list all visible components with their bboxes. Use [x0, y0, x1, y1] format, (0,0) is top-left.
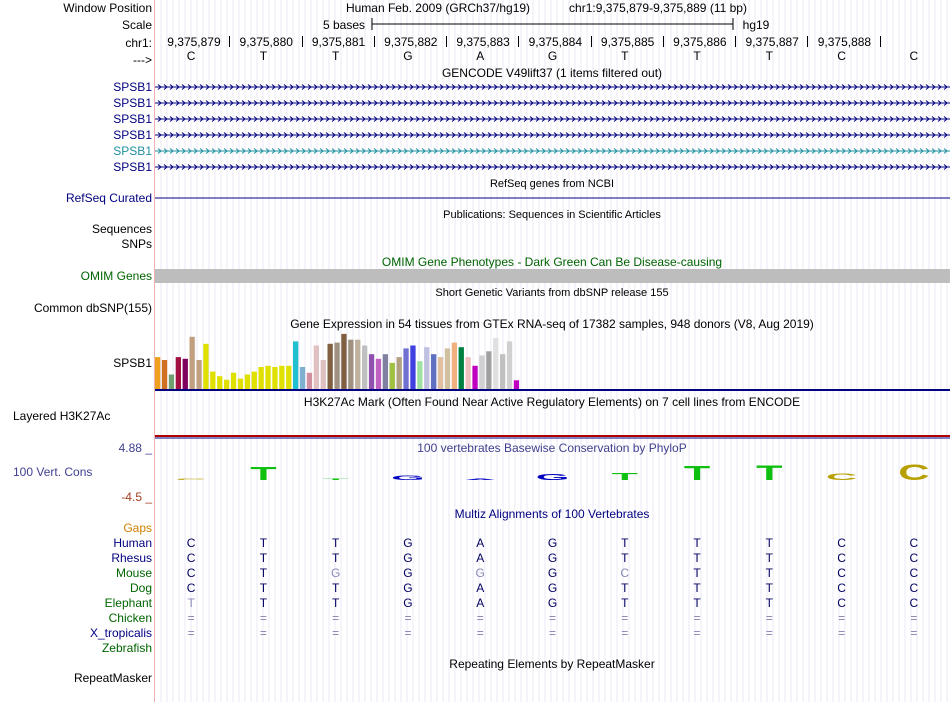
reference-base: T [259, 49, 268, 63]
gencode-track-title: GENCODE V49lift37 (1 items filtered out) [441, 66, 663, 80]
h3k27ac-track-title: H3K27Ac Mark (Often Found Near Active Regulatory Elements) on 7 cell lines from ENCODE [303, 395, 801, 409]
alignment-base: A [476, 551, 485, 565]
alignment-base: G [403, 596, 413, 610]
gtex-tissue-bar [452, 343, 457, 389]
alignment-base: G [547, 566, 558, 580]
alignment-base: T [332, 536, 340, 550]
coordinate-tick-label: 9,375,888 [817, 35, 872, 49]
gtex-tissue-bar [252, 372, 257, 389]
coordinate-tick-label: 9,375,882 [384, 35, 438, 49]
gtex-tissue-bar [397, 357, 402, 389]
window-position-label: Window Position [63, 1, 152, 15]
alignment-base: T [621, 536, 629, 550]
alignment-base: T [332, 581, 340, 595]
dbsnp-track-title: Short Genetic Variants from dbSNP release 155 [435, 287, 669, 299]
species-label-rhesus[interactable]: Rhesus [111, 551, 152, 565]
alignment-base: T [693, 551, 701, 565]
scale-label: Scale [121, 18, 152, 32]
reference-base: T [693, 49, 701, 63]
alignment-base: = [765, 626, 773, 640]
gtex-tissue-bar [431, 354, 436, 389]
gencode-transcript [155, 165, 950, 170]
repeatmasker-track-title: Repeating Elements by RepeatMasker [449, 657, 655, 671]
species-label-zebrafish[interactable]: Zebrafish [101, 641, 152, 655]
gtex-tissue-bar [217, 376, 222, 389]
gtex-tissue-bar [438, 357, 443, 389]
alignment-base: T [621, 551, 629, 565]
gtex-tissue-bar [190, 337, 195, 389]
gtex-tissue-bar [479, 355, 484, 389]
reference-base: G [547, 49, 558, 63]
gtex-tissue-bar [507, 341, 512, 389]
alignment-base: = [910, 626, 918, 640]
gencode-item-label[interactable]: SPSB1 [113, 160, 152, 174]
reference-base: T [765, 49, 773, 63]
gtex-tissue-bar [162, 360, 167, 389]
reference-base: T [332, 49, 340, 63]
alignment-base: = [621, 626, 629, 640]
gtex-tissue-bar [169, 375, 174, 390]
alignment-base: C [837, 581, 846, 595]
gtex-tissue-bar [307, 373, 312, 389]
phylop-base-glyph: T [322, 478, 349, 481]
gtex-tissue-bar [362, 346, 367, 390]
gencode-item-label[interactable]: SPSB1 [113, 144, 152, 158]
alignment-base: T [765, 536, 773, 550]
coordinate-tick-label: 9,375,887 [745, 35, 799, 49]
gtex-tissue-bar [196, 360, 201, 389]
coordinate-tick-label: 9,375,880 [239, 35, 293, 49]
h3k27ac-baseline[interactable] [155, 435, 950, 439]
alignment-base: C [909, 596, 919, 610]
scale-text: 5 bases [322, 18, 366, 32]
alignment-base: = [476, 611, 484, 625]
alignment-base: T [765, 551, 773, 565]
alignment-base: C [837, 536, 846, 550]
gtex-tissue-bar [472, 366, 477, 389]
coordinate-tick-label: 9,375,886 [673, 35, 727, 49]
alignment-base: G [403, 581, 413, 595]
snps-label[interactable]: SNPs [121, 237, 152, 251]
position-title: chr1:9,375,879-9,375,889 (11 bp) [569, 1, 747, 15]
dbsnp-label[interactable]: Common dbSNP(155) [33, 301, 152, 315]
gtex-tissue-bar [466, 357, 471, 389]
gencode-transcript [155, 85, 950, 90]
gtex-tissue-bar [500, 354, 505, 389]
gtex-expression-chart[interactable] [155, 329, 555, 389]
gtex-tissue-bar [424, 347, 429, 389]
gtex-tissue-bar [355, 340, 360, 389]
alignment-base: = [693, 626, 701, 640]
alignment-base: = [693, 611, 701, 625]
alignment-base: T [187, 596, 195, 610]
multiz-track-title: Multiz Alignments of 100 Vertebrates [454, 507, 650, 521]
gencode-transcript [155, 101, 950, 106]
species-label-chicken[interactable]: Chicken [108, 611, 152, 625]
refseq-track-title: RefSeq genes from NCBI [489, 178, 615, 190]
coordinate-tick-label: 9,375,883 [456, 35, 510, 49]
gencode-item-label[interactable]: SPSB1 [113, 112, 152, 126]
gtex-tissue-bar [203, 344, 208, 389]
phylop-base-glyph: T [250, 463, 277, 485]
alignment-base: T [765, 596, 773, 610]
species-label-elephant[interactable]: Elephant [104, 596, 152, 610]
gtex-tissue-bar [417, 361, 422, 389]
scale-bar [155, 15, 950, 35]
phylop-base-glyph: A [464, 478, 496, 481]
alignment-base: A [476, 596, 485, 610]
phylop-track-title: 100 vertebrates Basewise Conservation by PhyloP [417, 441, 687, 455]
alignment-base: C [837, 596, 846, 610]
gtex-tissue-bar [328, 344, 333, 389]
alignment-base: G [547, 551, 558, 565]
coordinate-tick [229, 36, 230, 47]
alignment-base: T [693, 536, 701, 550]
alignment-base: C [837, 551, 846, 565]
alignment-base: = [476, 626, 484, 640]
coordinate-tick [591, 36, 592, 47]
coordinate-tick-label: 9,375,885 [600, 35, 655, 49]
phylop-min-label: -4.5 _ [121, 490, 152, 504]
alignment-base: = [548, 611, 556, 625]
coordinate-tick [880, 36, 881, 47]
gtex-tissue-bar [272, 367, 277, 389]
alignment-base: C [909, 566, 919, 580]
scale-assembly: hg19 [742, 18, 770, 32]
alignment-base: T [765, 581, 773, 595]
alignment-base: G [403, 566, 413, 580]
gencode-transcript [155, 117, 950, 122]
pubs-track-title: Publications: Sequences in Scientific Articles [443, 209, 661, 221]
h3k27ac-label[interactable]: Layered H3K27Ac [13, 409, 111, 423]
gtex-tissue-bar [369, 354, 374, 389]
alignment-base: = [404, 611, 412, 625]
alignment-base: G [475, 566, 485, 580]
gencode-transcripts[interactable] [155, 80, 950, 176]
alignment-base: = [548, 626, 556, 640]
phylop-base-glyph: G [535, 472, 570, 482]
alignment-base: T [693, 566, 701, 580]
alignment-base: = [259, 626, 267, 640]
repeatmasker-label[interactable]: RepeatMasker [73, 671, 152, 685]
alignment-base: = [187, 611, 195, 625]
gtex-track-title: Gene Expression in 54 tissues from GTEx RNA-seq of 17382 samples, 948 donors (V8, Aug 2019) [290, 317, 814, 331]
reference-base: G [403, 49, 413, 63]
phylop-base-glyph: T [611, 470, 638, 483]
phylop-base-glyph: G [391, 474, 425, 482]
browser-track-area[interactable] [155, 0, 950, 702]
phylop-track-label[interactable]: 100 Vert. Cons [13, 465, 93, 479]
alignment-base: = [259, 611, 267, 625]
alignment-base: A [476, 536, 485, 550]
gtex-tissue-bar [314, 346, 319, 390]
gtex-tissue-bar [155, 357, 160, 389]
alignment-base: G [403, 551, 413, 565]
gencode-item-label[interactable]: SPSB1 [113, 80, 152, 94]
alignment-base: = [910, 611, 918, 625]
coordinate-tick-label: 9,375,879 [167, 35, 221, 49]
alignment-base: T [259, 551, 268, 565]
phylop-base-glyph: C [825, 471, 858, 483]
gtex-tissue-bar [183, 359, 188, 389]
alignment-base: G [331, 566, 341, 580]
species-label-human[interactable]: Human [113, 536, 152, 550]
phylop-base-glyph: T [756, 461, 783, 485]
alignment-base: = [404, 626, 412, 640]
alignment-base: C [620, 566, 630, 580]
reference-base: C [909, 49, 919, 63]
omim-track-title: OMIM Gene Phenotypes - Dark Green Can Be Disease-causing [381, 255, 723, 269]
coordinate-tick [735, 36, 736, 47]
alignment-base: C [909, 536, 919, 550]
alignment-base: T [693, 581, 701, 595]
reference-base: C [837, 49, 846, 63]
gtex-tissue-bar [279, 366, 284, 389]
alignment-base: T [259, 536, 268, 550]
gencode-item-label[interactable]: SPSB1 [113, 96, 152, 110]
alignment-base: = [332, 626, 340, 640]
reference-base: T [621, 49, 629, 63]
alignment-base: T [765, 566, 773, 580]
alignment-base: C [186, 536, 196, 550]
alignment-base: T [259, 581, 268, 595]
coordinate-tick [663, 36, 664, 47]
gtex-gene-label[interactable]: SPSB1 [113, 356, 152, 370]
coordinate-tick [518, 36, 519, 47]
alignment-base: T [332, 596, 340, 610]
chr-label: chr1: [125, 36, 152, 50]
coordinate-ruler[interactable] [155, 35, 950, 50]
alignment-base: G [547, 596, 558, 610]
gtex-tissue-bar [210, 372, 215, 389]
alignment-base: G [547, 536, 558, 550]
gaps-label[interactable]: Gaps [123, 521, 152, 535]
phylop-max-label: 4.88 _ [118, 441, 152, 455]
omim-label[interactable]: OMIM Genes [80, 269, 152, 283]
refseq-label[interactable]: RefSeq Curated [65, 191, 152, 205]
gtex-tissue-bar [293, 341, 298, 389]
sequences-label[interactable]: Sequences [91, 222, 152, 236]
phylop-base-glyph: C [898, 460, 930, 486]
phylop-base-glyph: T [683, 461, 711, 485]
gtex-tissue-bar [348, 340, 353, 389]
alignment-base: G [547, 581, 558, 595]
phylop-base-glyph: C [175, 478, 207, 481]
gtex-tissue-bar [459, 347, 464, 389]
coordinate-tick [446, 36, 447, 47]
coordinate-tick-label: 9,375,884 [528, 35, 583, 49]
gtex-tissue-bar [300, 367, 305, 389]
alignment-base: = [187, 626, 195, 640]
gencode-item-label[interactable]: SPSB1 [113, 128, 152, 142]
alignment-base: T [693, 596, 701, 610]
gtex-tissue-bar [238, 379, 243, 389]
alignment-base: G [403, 536, 413, 550]
gtex-tissue-bar [245, 375, 250, 390]
coordinate-tick [374, 36, 375, 47]
species-label-mouse[interactable]: Mouse [115, 566, 152, 580]
multiz-alignment[interactable] [155, 536, 950, 656]
gtex-tissue-bar [403, 348, 408, 389]
reference-base: A [476, 49, 485, 63]
alignment-base: C [909, 551, 919, 565]
gtex-tissue-bar [445, 348, 450, 389]
coordinate-tick [302, 36, 303, 47]
gencode-transcript [155, 133, 950, 138]
reference-bases [155, 49, 950, 63]
gtex-tissue-bar [341, 334, 346, 389]
alignment-base: T [259, 596, 268, 610]
gtex-tissue-bar [334, 343, 339, 389]
alignment-base: C [186, 551, 196, 565]
alignment-base: C [837, 566, 846, 580]
gtex-tissue-bar [259, 367, 264, 389]
alignment-base: = [838, 611, 846, 625]
alignment-base: C [186, 566, 196, 580]
gtex-tissue-bar [231, 373, 236, 389]
species-label-x-tropicalis[interactable]: X_tropicalis [89, 626, 152, 640]
coordinate-tick-label: 9,375,881 [311, 35, 366, 49]
gtex-tissue-bar [383, 354, 388, 389]
strand-label: ---> [133, 53, 152, 67]
gencode-transcript [155, 149, 950, 154]
track-labels-pane [0, 0, 155, 702]
alignment-base: T [332, 551, 340, 565]
gtex-tissue-bar [321, 360, 326, 389]
alignment-base: = [332, 611, 340, 625]
gtex-tissue-bar [493, 338, 498, 389]
reference-base: C [186, 49, 196, 63]
alignment-base: T [259, 566, 268, 580]
refseq-line[interactable] [155, 195, 950, 201]
phylop-logo[interactable] [155, 458, 950, 498]
alignment-base: = [838, 626, 846, 640]
assembly-title: Human Feb. 2009 (GRCh37/hg19) [345, 1, 531, 15]
gtex-tissue-bar [176, 357, 181, 389]
alignment-base: C [909, 581, 919, 595]
gtex-bottom-rule [155, 389, 950, 392]
alignment-base: = [765, 611, 773, 625]
alignment-base: T [621, 596, 629, 610]
gtex-tissue-bar [265, 366, 270, 389]
gtex-tissue-bar [486, 351, 491, 389]
alignment-base: C [186, 581, 196, 595]
gtex-tissue-bar [390, 363, 395, 389]
gtex-tissue-bar [376, 359, 381, 389]
alignment-base: T [621, 581, 629, 595]
alignment-base: A [476, 581, 485, 595]
gtex-tissue-bar [410, 346, 415, 390]
coordinate-tick [807, 36, 808, 47]
gtex-tissue-bar [286, 366, 291, 389]
omim-feature[interactable] [155, 269, 950, 283]
species-label-dog[interactable]: Dog [129, 581, 152, 595]
gtex-tissue-bar [514, 380, 519, 389]
gtex-tissue-bar [224, 380, 229, 389]
alignment-base: = [621, 611, 629, 625]
